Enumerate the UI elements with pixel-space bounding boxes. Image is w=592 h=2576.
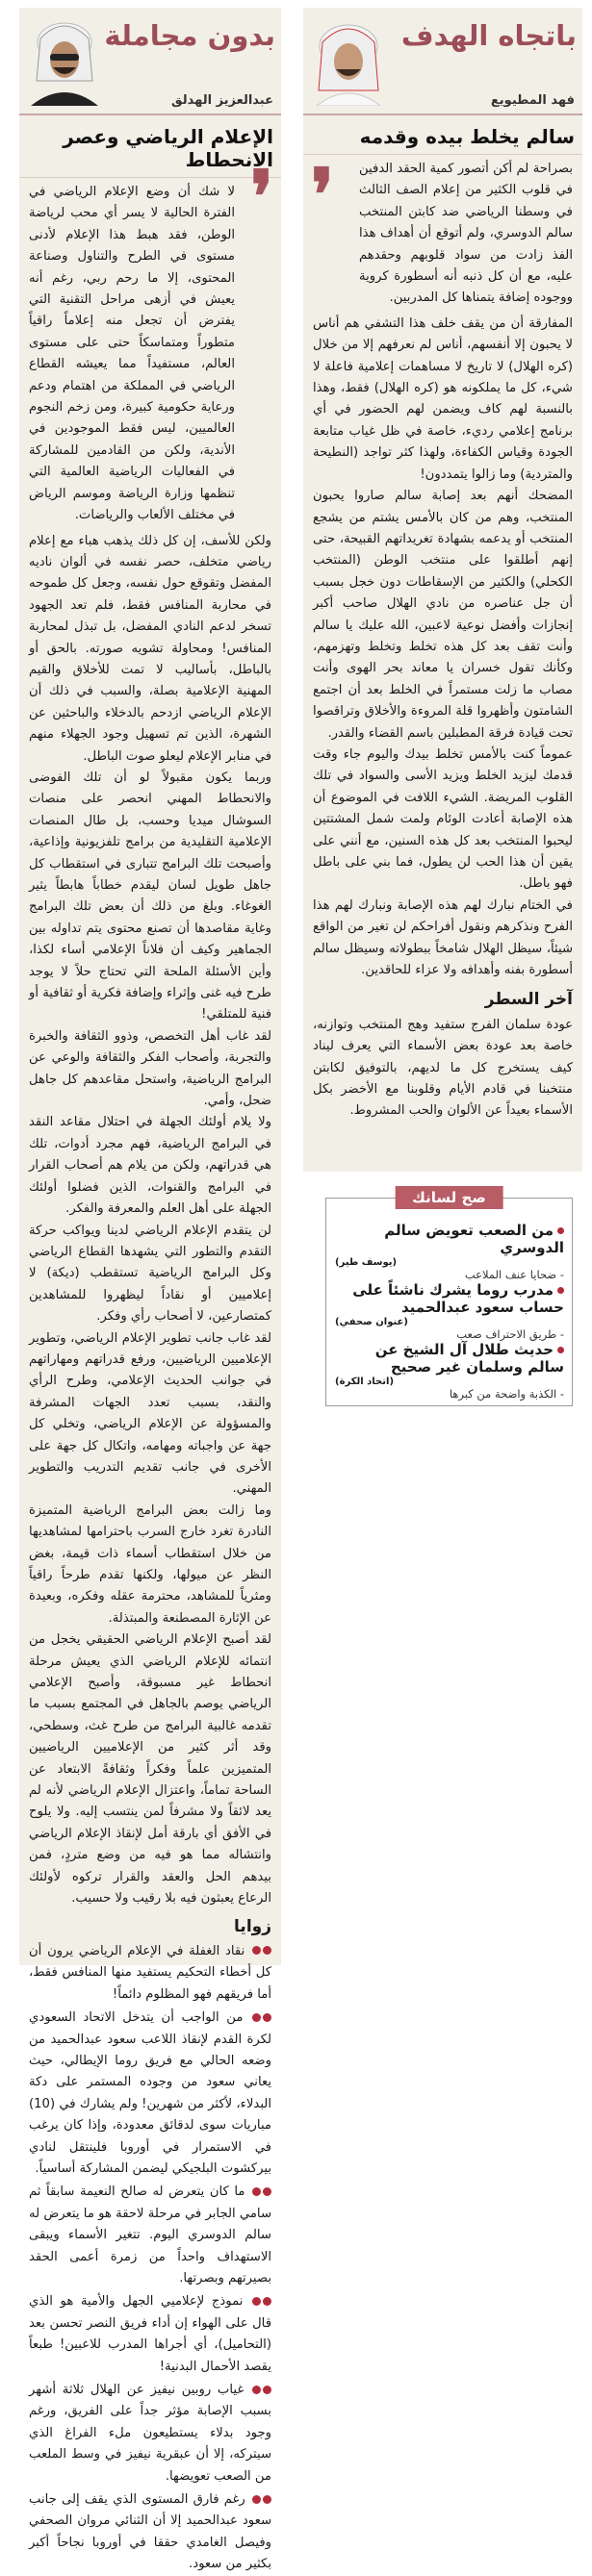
zawaya-item: من الواجب أن يتدخل الاتحاد السعودي لكرة القدم لإنقاذ اللاعب سعود عبدالحميد من وضعه الحالي مع فريق روما الإيطالي، حيث يعاني سعود من وجوده المستمر على دكة البدلاء، لأكثر من شهرين! ولم يشارك في (10) مباريات سوى لدقائق معدودة، وإذا كان يرغب في الاستمرار في أوروبا فلينتقل لنادي بيركشوت البلجيكي ليضمن المشاركة أساسياً.: [29, 2010, 271, 2176]
bullet-icon: [263, 2013, 271, 2022]
article-paragraph: لقد غاب أهل التخصص، وذوو الثقافة والخبرة والتجربة، وأصحاب الفكر والثقافة والوعي عن البرامج الرياضية، واستحل مقاعدهم كل جاهل ضحل، وأمي.: [29, 1028, 271, 1109]
bullet-icon: [263, 2187, 271, 2196]
zawaya-item: غياب روبين نيفيز عن الهلال ثلاثة أشهر بسبب الإصابة مؤثر جداً على الفريق، ورغم وجود بدلاء يستطيعون ملء الفراغ الذي سيتركه، إلا أن عبقرية نيفيز في وسط الملعب من الصعب تعويضها.: [29, 2383, 271, 2484]
quote-mark-icon: ❜: [311, 154, 334, 237]
article-paragraph: بصراحة لم أكن أتصور كمية الحقد الدفين في قلوب الكثير من إعلام الصف الثالث في وسطنا الرياضي ضد كابتن المنتخب سالم الدوسري، ولم أتوقع أن أهداف هذا الفذ زادت من سواد قلوبهم وحقدهم عليه، مع أن كل ذنبه أنه أسطورة كروية ووجوده إضافة يتمناها كل المدربين.: [359, 162, 573, 306]
zawaya-list: [29, 1941, 271, 2576]
author-portrait: [27, 13, 102, 106]
article-paragraph: وربما يكون مقبولاً لو أن تلك الفوضى والانحطاط المهني انحصر على منصات السوشال ميديا وحسب، بل طال المنصات الإعلامية التقليدية من برامج تلفزيونية وإذاعية، وأصبحت تلك البرامج تتبارى في استقطاب كل جاهل طويل لسان ليقدم خطاباً هابطاً يثير الغوغاء. وبلغ من ذلك أن بعض تلك البرامج وغاية مقاصدها أن تصنع محتوى يتم تداوله بين الجماهير وكيف أن فلاناً الإعلامي أساء لكذا، وأين الأسئلة الملحة التي تحتاج حلاً لا يوجد طرح فيه غنى وإثراء وإضافة فكرية أو ثقافية أو فنية للمتلقي!: [29, 770, 271, 1023]
article-headline: الإعلام الرياضي وعصر الانحطاط: [19, 115, 281, 178]
bullet-icon: [263, 2495, 271, 2504]
zawaya-heading: زوايا: [234, 1916, 271, 1936]
quote-source: (يوسف طير): [335, 1257, 398, 1268]
bullet-icon: [252, 2013, 261, 2022]
article-paragraph: عموماً كنت بالأمس تخلط بيدك واليوم جاء وقت قدمك ليزيد الخلط ويزيد الأسى والسواد في تلك القلوب المريضة. الشيء اللافت في الموضوع أن هذه الإصابة أعادت الوئام ولمت شمل المشتتين ليحبوا المنتخب بعد كل هذه السنين، مع أنني على يقين أن هذا الحب لن يطول، فما بني على باطل فهو باطل.: [313, 746, 573, 892]
quote-source: (عنوان صحفي): [335, 1317, 408, 1327]
quote-headline: من الصعب تعويض سالم الدوسري: [384, 1222, 564, 1256]
quote-item: [335, 1341, 564, 1401]
bullet-icon: [252, 1946, 261, 1955]
article-headline: سالم يخلط بيده وقدمه: [303, 115, 582, 155]
quote-mark-icon: ❜: [250, 156, 273, 239]
quote-source: (اتحاد الكرة): [335, 1376, 395, 1387]
article-body: [303, 155, 582, 310]
article-paragraph: في الختام نبارك لهم هذه الإصابة ونبارك لهم هذا الفرح ونذكرهم ونقول أفراحكم لن تغير من الواقع شيئاً، سيظل الهلال شامخاً ببطولاته وسيظل سالم أسطورة بفنه وأهدافه ولا عزاء للحاقدين.: [313, 897, 573, 978]
article-paragraph: لا شك أن وضع الإعلام الرياضي في الفترة الحالية لا يسر أي محب لرياضة الوطن، فقد هبط هذا الإعلام لأدنى مستوى في الطرح والتناول وصناعة المحتوى، إلا ما رحم ربي، رغم أنه يعيش في أزهى مراحل التقنية التي يفترض أن تجعل منه إعلاماً راقياً متطوراً ومتماسكاً حتى على مستوى العالم، مستفيداً مما يعيشه القطاع الرياضي في المملكة من اهتمام ودعم ورعاية حكومية كبيرة، ومن زخم النجوم العالميين، ليس فقط الموجودين في الأندية، ولكن من القادمين للمشاركة في الفعاليات الرياضية العالمية التي تنظمها وزارة الرياضة وموسم الرياض في مختلف الألعاب والرياضات.: [29, 185, 235, 523]
subheading: آخر السطر: [484, 990, 573, 1010]
bullet-icon: [557, 1227, 564, 1234]
bullet-icon: [557, 1347, 564, 1353]
bullet-icon: [263, 1946, 271, 1955]
bullet-icon: [252, 2187, 261, 2196]
article-body: [19, 178, 281, 527]
article-paragraph: وما زالت بعض البرامج الرياضية المتميزة النادرة تغرد خارج السرب باحترامها لمشاهديها من خلال استقطاب أسماء ذات قيمة، بغض النظر عن ميولها، ولكنها تقدم طرحاً راقياً ومثرياً للمشاهد، محترمة عقله وفكره، وبعيدة عن الإثارة المصطنعة والمبتذلة.: [29, 1503, 271, 1626]
column-title: بدون مجاملة: [104, 19, 275, 52]
article-body-cont: [19, 527, 281, 2576]
column-left-header: [19, 8, 281, 115]
quote-comment: - طريق الاحتراف صعب: [456, 1327, 564, 1341]
article-paragraph: المضحك أنهم بعد إصابة سالم صاروا يحبون المنتخب، وهم من كان بالأمس يشتم من يشجع المنتخب أو يدعمه بشهادة تغريداتهم القبيحة، حتى إنهم أطلقوا على منتخب الوطن (المنتخب الكحلي) والكثير من الإسقاطات دون خجل بسبب أن جل عناصره من نادي الهلال صاحب أكبر إنجازات وأفضل نوعية لاعبين، الله عليك يا سالم وأنت تقف بعد كل هذه تخلط وتخلط وتهزمهم، وكأنك تقول خسران يا معاند بحر الهوى وأنت مصاب ما زلت مستمراً في الخلط بعد أن اجتمع الشامتون وأظهروا قلة المروءة والأخلاق وتراقصوا تحت قيادة فرقة المطبلين باسم القضاء والقدر.: [313, 489, 573, 741]
closing-paragraph: عودة سلمان الفرج ستفيد وهج المنتخب وتوازنه، خاصة بعد عودة بعض الأسماء التي يعرف ليناد كيف يستخرج كل ما لديهم، بالتوفيق لكابتن منتخبنا في قادم الأيام وقلوبنا مع الأخضر بكل الأسماء بعيداً عن الألوان والحب المشروط.: [313, 1017, 573, 1119]
article-paragraph: لقد أصبح الإعلام الرياضي الحقيقي يخجل من انتمائه للإعلام الرياضي الذي يعيش مرحلة انحطاط غير مسبوقة، وأصبح الإعلامي الرياضي يوصم بالجاهل في المجتمع بسبب ما تقدمه غالبية البرامج من طرح غث، وسطحي، وقد أثر كثير من الإعلاميين الرياضيين المتميزين علماً وفكراً وثقافةً الابتعاد عن الساحة تماماً، واعتزال الإعلام الرياضي لأنه لم يعد لائقاً ولا مشرفاً لمن ينتسب إليه. ولا يلوح في الأفق أي بارقة أمل لإنقاذ الإعلام الرياضي وانتشاله مما هو فيه من وضع متردٍ، فمن بيدهم الحل والعقد والقرار تركوه لأولئك الرعاع يعبثون فيه بلا رقيب ولا حسيب.: [29, 1632, 271, 1907]
bullet-icon: [252, 2297, 261, 2306]
bullet-icon: [263, 2386, 271, 2394]
article-body-cont: [303, 310, 582, 1123]
article-paragraph: ولكن للأسف، إن كل ذلك يذهب هباء مع إعلام رياضي متخلف، حصر نفسه في ألوان ناديه المفضل وتقوقع حول نفسه، وجعل كل طموحه في محاربة المنافس فقط، فلم تعد الجهود تسخر لدعم النادي المفضل، بل تبذل لمحاربة المنافس! ومحاولة تشويه صورته. بالحق أو بالباطل، بأساليب لا تمت للأخلاق والقيم المهنية الإعلامية بصلة، والسبب في ذلك أن الإعلام الرياضي ازدحم بالدخلاء والباحثين عن الشهرة، الذين تم تسهيل وجود الجهلاء منهم في منابر الإعلام ليعلو صوت الباطل.: [29, 533, 271, 764]
column-title: باتجاه الهدف: [400, 19, 577, 52]
article-paragraph: المفارقة أن من يقف خلف هذا التشفي هم أناس لا يحبون إلا أنفسهم، أناس لم نعرفهم إلا من خلال (كره الهلال) لا تاريخ لا مساهمات إعلامية فاعلة لا شيء، كل ما يملكونه هو (كره الهلال) فقط، وهذا بالنسبة لهم كاف ويضمن لهم الحضور في أي برنامج إعلامي رديء، خاصة في ظل غياب متابعة الجودة وقياس الكفاءة، ولهذا كثر تواجد (النطيحة والمتردية) وما زالوا يتمددون!: [313, 316, 573, 482]
zawaya-item: نموذج لإعلاميي الجهل والأمية هو الذي قال على الهواء إن أداء فريق النصر تحسن بعد (التحاميل)، أي أجراها المدرب للاعبين! طبعاً يقصد الأحمال البدنية!: [29, 2294, 271, 2374]
author-name: عبدالعزيز الهدلق: [171, 93, 273, 108]
article-paragraph: ولا يلام أولئك الجهلة في احتلال مقاعد النقد في البرامج الرياضية، فهم مجرد أدوات، تلك هي قدراتهم، ولكن من يلام هم أصحاب القرار في البرامج والقنوات، الذين فضلوا أولئك الجهلة على أهل العلم والمعرفة والفكر.: [29, 1115, 271, 1217]
zawaya-item: ما كان يتعرض له صالح النعيمة سابقاً ثم سامي الجابر في مرحلة لاحقة هو ما يتعرض له سالم الدوسري اليوم. تتغير الأسماء ويبقى الاستهداف واحداً من زمرة أعمى الحقد بصيرتهم وبصرتها.: [29, 2185, 271, 2286]
quote-comment: - الكذبة واضحة من كبرها: [449, 1387, 564, 1401]
author-portrait: [311, 13, 386, 106]
quote-item: [335, 1222, 564, 1281]
zawaya-item: رغم فارق المستوى الذي يقف إلى جانب سعود عبدالحميد إلا أن الثنائي مروان الصحفي وفيصل الغامدي حققا في أوروبا نجاحاً أكبر بكثير من سعود.: [29, 2492, 271, 2572]
zawaya-item: نقاد الغفلة في الإعلام الرياضي يرون أن كل أخطاء التحكيم يستفيد منها المنافس فقط، أما فريقهم فهو المظلوم دائماً!: [29, 1943, 271, 2002]
article-paragraph: لن يتقدم الإعلام الرياضي لدينا ويواكب حركة التقدم والتطور التي يشهدها القطاع الرياضي وكل البرامج الرياضية تستقطب (ديكة) لا إعلاميين أو نقاداً ليظهروا للمشاهدين كمتصارعين، لا أصحاب رأي وفكر.: [29, 1223, 271, 1325]
column-right: [303, 8, 582, 1172]
article-paragraph: لقد غاب جانب تطوير الإعلام الرياضي، وتطوير الإعلاميين الرياضيين، ورفع قدراتهم ومهاراتهم في جوانب الحديث الإعلامي، وطرح الرأي والنقد، بسبب تعدد الجهات المشرفة والمسؤولة عن الإعلام الرياضي، وتخلي كل جهة عن واجباته ومهامه، واتكال كل جهة على الأخرى في جانب تقديم التدريب والتطوير المهني.: [29, 1330, 271, 1497]
column-left: [19, 8, 281, 2572]
sah-lisanak-box: [325, 1189, 573, 1406]
quote-comment: - ضحايا عنف الملاعب: [464, 1268, 564, 1281]
bullet-icon: [263, 2297, 271, 2306]
column-right-header: [303, 8, 582, 115]
bullet-icon: [252, 2386, 261, 2394]
quote-headline: حديث طلال آل الشيخ عن سالم وسلمان غير صحيح: [374, 1341, 564, 1376]
quote-headline: مدرب روما يشرك ناشئاً على حساب سعود عبدالحميد: [352, 1281, 564, 1316]
quote-item: [335, 1281, 564, 1341]
sah-lisanak-title: صح لسانك: [395, 1186, 503, 1209]
bullet-icon: [557, 1287, 564, 1294]
bullet-icon: [252, 2495, 261, 2504]
author-name: فهد المطيويع: [490, 93, 575, 108]
